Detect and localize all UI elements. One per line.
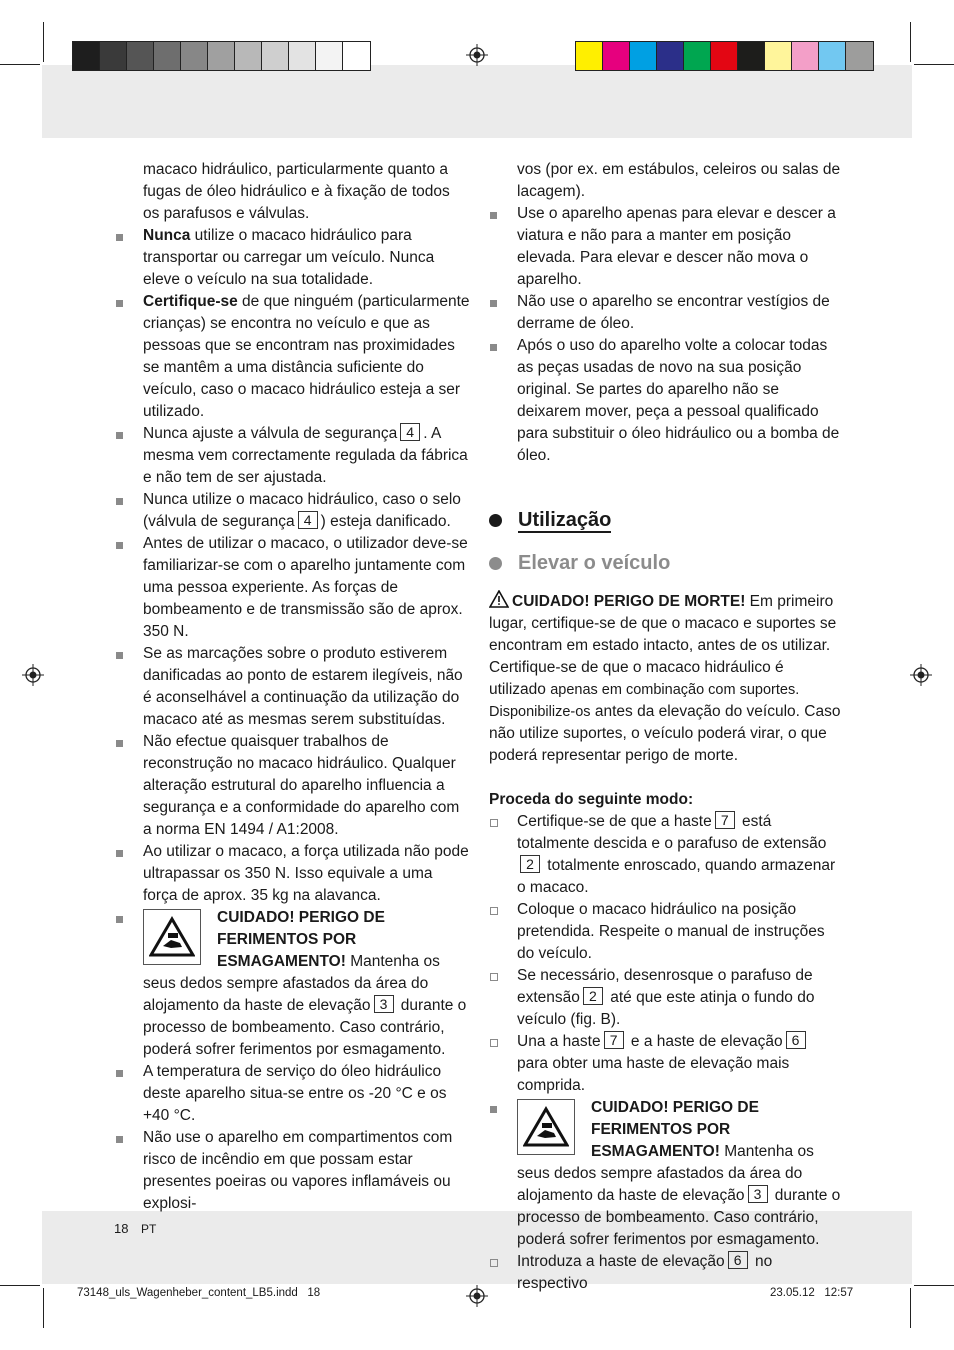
color-swatch bbox=[603, 42, 630, 70]
list-item: Nunca utilize o macaco hidráulico para transportar ou carregar um veículo. Nunca eleve o veículo na sua totalidade. bbox=[115, 225, 470, 291]
crop-mark bbox=[43, 22, 44, 62]
right-column bbox=[489, 159, 841, 1295]
gray-color-bar bbox=[72, 41, 371, 71]
color-swatch bbox=[316, 42, 343, 70]
color-swatch bbox=[235, 42, 262, 70]
header-band bbox=[42, 65, 912, 138]
step-item: Se necessário, desenrosque o parafuso de extensão 2 até que este atinja o fundo do veículo (fig. B). bbox=[489, 965, 841, 1031]
color-swatch bbox=[208, 42, 235, 70]
list-item: Certifique-se de que ninguém (particularmente crianças) se encontra no veículo e que as pessoas que se encontram nas proximidades se mantêm a uma distância suficiente do veículo, caso o macaco hidráulico esteja a ser utilizado. bbox=[115, 291, 470, 423]
step-item: Coloque o macaco hidráulico na posição pretendida. Respeite o manual de instruções do veículo. bbox=[489, 899, 841, 965]
color-swatch bbox=[657, 42, 684, 70]
color-swatch bbox=[343, 42, 370, 70]
list-item: Ao utilizar o macaco, a força utilizada não pode ultrapassar os 350 N. Isso equivale a uma força de aprox. 35 kg na alavanca. bbox=[115, 841, 470, 907]
page-number: 18 bbox=[114, 1221, 129, 1236]
color-swatch bbox=[711, 42, 738, 70]
danger-warning: CUIDADO! PERIGO DE MORTE! Em primeiro lugar, certifique-se de que o macaco e suportes se encontram em estado intacto, antes de os utilizar. Certifique-se de que o macaco hidráulico é utilizado apenas em combinação com suportes. Disponibilize-os antes da elevação do veículo. Caso não utilize suportes, o veículo poderá virar, o que poderá representar perigo de morte. bbox=[489, 590, 841, 767]
list-item: A temperatura de serviço do óleo hidráulico deste aparelho situa-se entre os -20 °C e os +40 °C. bbox=[115, 1061, 470, 1127]
registration-mark-icon bbox=[22, 664, 44, 686]
list-item: Não use o aparelho em compartimentos com risco de incêndio em que possam estar presentes poeiras ou vapores inflamáveis ou explosi- bbox=[115, 1127, 470, 1215]
registration-mark-icon bbox=[466, 44, 488, 66]
crop-mark bbox=[0, 1285, 40, 1286]
part-ref: 6 bbox=[728, 1251, 748, 1269]
procedure-title: Proceda do seguinte modo: bbox=[489, 791, 694, 808]
list-item: Se as marcações sobre o produto estiverem danificadas ao ponto de estarem ilegíveis, não é aconselhável a continuação da utilização do macaco até as mesmas serem substituídas. bbox=[115, 643, 470, 731]
list-item: Use o aparelho apenas para elevar e descer a viatura e não para a manter em posição elevada. Para elevar e descer não mova o aparelho. bbox=[489, 203, 841, 291]
color-swatch bbox=[819, 42, 846, 70]
color-swatch bbox=[576, 42, 603, 70]
part-ref: 4 bbox=[400, 423, 420, 441]
color-swatch bbox=[100, 42, 127, 70]
continued-paragraph: vos (por ex. em estábulos, celeiros ou salas de lacagem). bbox=[517, 161, 841, 200]
crop-mark bbox=[43, 1288, 44, 1328]
list-item: Não efectue quaisquer trabalhos de reconstrução no macaco hidráulico. Qualquer alteração estrutural do aparelho influencia a segurança e a conformidade do aparelho com a norma EN 1494 / A1:2008. bbox=[115, 731, 470, 841]
crop-mark bbox=[910, 22, 911, 62]
registration-mark-icon bbox=[910, 664, 932, 686]
color-swatch bbox=[738, 42, 765, 70]
color-swatch bbox=[846, 42, 873, 70]
list-item: Após o uso do aparelho volte a colocar todas as peças usadas de novo na sua posição original. Se partes do aparelho não se deixarem mover, peça a pessoal qualificado para substituir o óleo hidráulico ou a bomba de óleo. bbox=[489, 335, 841, 467]
warning-triangle-icon bbox=[489, 590, 509, 608]
color-swatch bbox=[684, 42, 711, 70]
crush-hazard-icon bbox=[517, 1099, 575, 1155]
part-ref: 4 bbox=[298, 511, 318, 529]
list-item: Nunca utilize o macaco hidráulico, caso o selo (válvula de segurança 4 ) esteja danificado. bbox=[115, 489, 470, 533]
registration-mark-icon bbox=[466, 1285, 488, 1307]
color-swatch bbox=[154, 42, 181, 70]
step-item: Introduza a haste de elevação 6 no respectivo bbox=[489, 1251, 841, 1295]
color-swatch bbox=[765, 42, 792, 70]
left-column bbox=[115, 159, 470, 1215]
part-ref: 6 bbox=[786, 1031, 806, 1049]
part-ref: 7 bbox=[604, 1031, 624, 1049]
intro-paragraph: macaco hidráulico, particularmente quanto a fugas de óleo hidráulico e à fixação de todos os parafusos e válvulas. bbox=[143, 161, 450, 222]
crop-mark bbox=[914, 64, 954, 65]
part-ref: 2 bbox=[520, 855, 540, 873]
warning-list-item: CUIDADO! PERIGO DE FERIMENTOS POR ESMAGAMENTO! Mantenha os seus dedos sempre afastados da área do alojamento da haste de elevação 3 durante o processo de bombeamento. Caso contrário, poderá sofrer ferimentos por esmagamento. bbox=[489, 1097, 841, 1251]
process-color-bar bbox=[575, 41, 874, 71]
crush-hazard-icon bbox=[143, 909, 201, 965]
color-swatch bbox=[792, 42, 819, 70]
subsection-heading: Elevar o veículo bbox=[489, 550, 841, 576]
print-date: 23.05.12 12:57 bbox=[770, 1287, 854, 1299]
section-heading: Utilização bbox=[489, 507, 841, 533]
part-ref: 3 bbox=[748, 1185, 768, 1203]
list-item: Nunca ajuste a válvula de segurança 4 . A mesma vem correctamente regulada da fábrica e não tem de ser ajustada. bbox=[115, 423, 470, 489]
part-ref: 7 bbox=[715, 811, 735, 829]
part-ref: 2 bbox=[583, 987, 603, 1005]
warning-list-item: CUIDADO! PERIGO DE FERIMENTOS POR ESMAGAMENTO! Mantenha os seus dedos sempre afastados da área do alojamento da haste de elevação 3 durante o processo de bombeamento. Caso contrário, poderá sofrer ferimentos por esmagamento. bbox=[115, 907, 470, 1061]
color-swatch bbox=[127, 42, 154, 70]
list-item: Não use o aparelho se encontrar vestígios de derrame de óleo. bbox=[489, 291, 841, 335]
color-swatch bbox=[73, 42, 100, 70]
color-swatch bbox=[262, 42, 289, 70]
color-swatch bbox=[289, 42, 316, 70]
list-item: Antes de utilizar o macaco, o utilizador deve-se familiarizar-se com o aparelho juntamente com uma pessoa experiente. As forças de bombeamento e de transmissão são de aprox. 350 N. bbox=[115, 533, 470, 643]
color-swatch bbox=[181, 42, 208, 70]
step-item: Certifique-se de que a haste 7 está totalmente descida e o parafuso de extensão2 totalmente enroscado, quando armazenar o macaco. bbox=[489, 811, 841, 899]
file-name: 73148_uls_Wagenheber_content_LB5.indd 18 bbox=[77, 1287, 321, 1299]
color-swatch bbox=[630, 42, 657, 70]
step-item: Una a haste 7 e a haste de elevação 6 para obter uma haste de elevação mais comprida. bbox=[489, 1031, 841, 1097]
crop-mark bbox=[0, 64, 40, 65]
crop-mark bbox=[910, 1288, 911, 1328]
crop-mark bbox=[914, 1285, 954, 1286]
language-code: PT bbox=[141, 1222, 157, 1236]
part-ref: 3 bbox=[374, 995, 394, 1013]
